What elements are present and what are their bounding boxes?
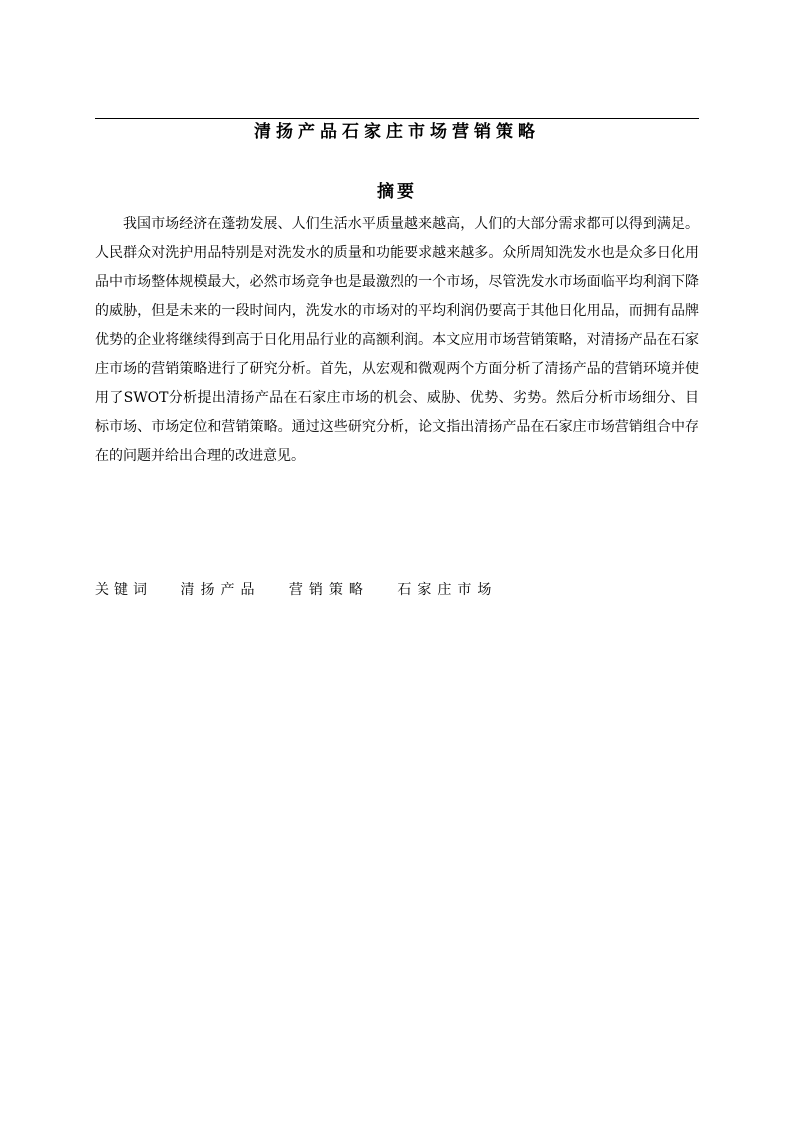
keyword-item: 营销策略 [288, 582, 369, 598]
header-rule [95, 118, 699, 119]
keywords-line [95, 578, 699, 602]
abstract-body: 我国市场经济在蓬勃发展、人们生活水平质量越来越高，人们的大部分需求都可以得到满足。人民群众对洗护用品特别是对洗发水的质量和功能要求越来越多。众所周知洗发水也是众多日化用品中市场整体规模最大，必然市场竞争也是最激烈的一个市场，尽管洗发水市场面临平均利润下降的威胁，但是未来的一段时间内，洗发水的市场对的平均利润仍要高于其他日化用品，而拥有品牌优势的企业将继续得到高于日化用品行业的高额利润。本文应用市场营销策略，对清扬产品在石家庄市场的营销策略进行了研究分析。首先，从宏观和微观两个方面分析了清扬产品的营销环境并使用了SWOT分析提出清扬产品在石家庄市场的机会、威胁、优势、劣势。然后分析市场细分、目标市场、市场定位和营销策略。通过这些研究分析，论文指出清扬产品在石家庄市场营销组合中存在的问题并给出合理的改进意见。 [95, 216, 699, 464]
document-title: 清扬产品石家庄市场营销策略 [254, 122, 540, 142]
abstract-heading: 摘要 [377, 182, 417, 202]
keywords-label: 关键词 [95, 582, 152, 598]
keyword-item: 清扬产品 [180, 582, 261, 598]
keyword-item: 石家庄市场 [397, 582, 498, 598]
